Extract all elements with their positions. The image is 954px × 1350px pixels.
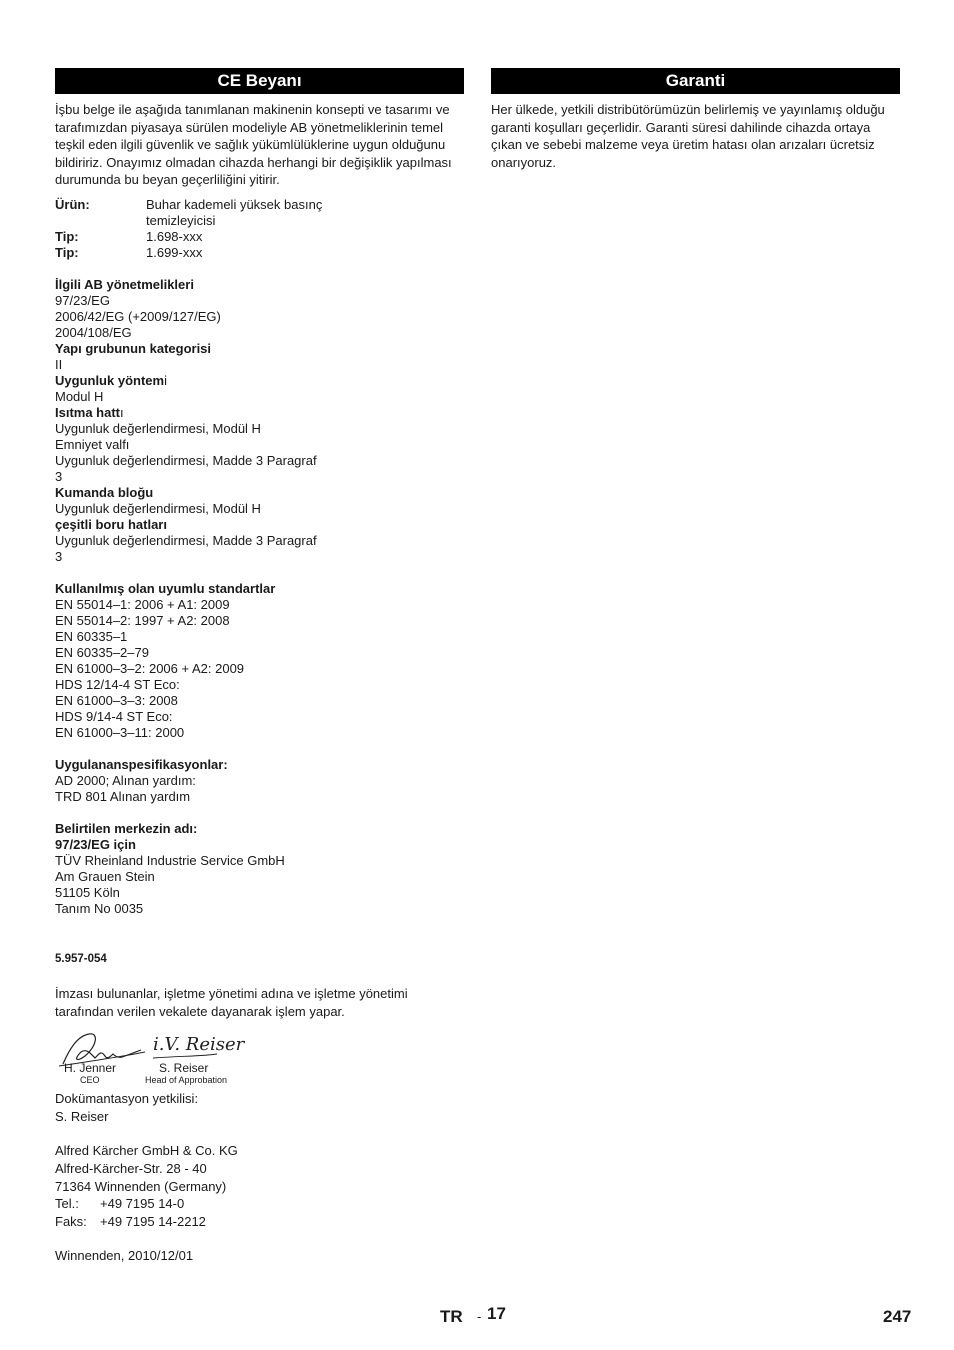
type-row-2: [55, 245, 464, 261]
notified-body-line: Am Grauen Stein: [55, 868, 155, 884]
control-value: Uygunluk değerlendirmesi, Modül H: [55, 500, 261, 516]
company-line: Alfred Kärcher GmbH & Co. KG: [55, 1143, 238, 1159]
control-heading: Kumanda bloğu: [55, 484, 154, 500]
company-line: Alfred-Kärcher-Str. 28 - 40: [55, 1160, 207, 1176]
product-label: Ürün:: [55, 196, 90, 212]
company-line: 71364 Winnenden (Germany): [55, 1178, 227, 1194]
spec-item: TRD 801 Alınan yardım: [55, 788, 191, 804]
type-value-1: 1.698-xxx: [146, 228, 203, 244]
tel-value: +49 7195 14-0: [100, 1196, 185, 1212]
fax-value: +49 7195 14-2212: [100, 1213, 206, 1229]
specs-heading: Uygulananspesifikasyonlar:: [55, 756, 228, 772]
signer1-name: H. Jenner: [64, 1061, 117, 1076]
doc-auth-label: Dokümantasyon yetkilisi:: [55, 1091, 199, 1107]
warranty-paragraph: Her ülkede, yetkili distribütörümüzün belirlemiş ve yayınlamış olduğu garanti koşulları geçerlidir. Garanti süresi dahilinde cihazda ortaya çıkan ve sebebi malzeme veya üretim hatası olan arızaları ücretsiz onarıyoruz.: [491, 102, 885, 170]
valve-value: Uygunluk değerlendirmesi, Madde 3 Paragraf 3: [55, 452, 317, 484]
method-heading-rest: i: [164, 372, 167, 388]
standards-heading: Kullanılmış olan uyumlu standartlar: [55, 580, 276, 596]
category-heading: Yapı grubunun kategorisi: [55, 340, 212, 356]
type-row-1: [55, 229, 464, 245]
standard-item: EN 55014–1: 2006 + A1: 2009: [55, 596, 230, 612]
standard-item: EN 61000–3–11: 2000: [55, 724, 185, 740]
pipes-heading: çeşitli boru hatları: [55, 516, 167, 532]
notified-body-line: Tanım No 0035: [55, 900, 144, 916]
heating-heading: [55, 405, 464, 421]
signature-statement: İmzası bulunanlar, işletme yönetimi adına ve işletme yönetimi tarafından verilen vekalete dayanarak işlem yapar.: [55, 985, 408, 1019]
valve-label: Emniyet valfı: [55, 436, 130, 452]
spec-item: AD 2000; Alınan yardım:: [55, 772, 196, 788]
type-value-2: 1.699-xxx: [146, 244, 203, 260]
signer2-role: Head of Approbation: [145, 1075, 228, 1086]
standard-item: EN 61000–3–2: 2006 + A2: 2009: [55, 660, 245, 676]
notified-body-line: TÜV Rheinland Industrie Service GmbH: [55, 852, 285, 868]
method-heading-bold: Uygunluk yöntem: [55, 372, 165, 388]
warranty-column: [491, 68, 900, 171]
heating-heading-bold: Isıtma hatt: [55, 404, 121, 420]
category-value: II: [55, 356, 63, 372]
signature-block: [55, 1026, 464, 1090]
warranty-section-title: Garanti: [491, 68, 900, 94]
directive-item: 2006/42/EG (+2009/127/EG): [55, 308, 221, 324]
footer-language: TR: [440, 1307, 463, 1326]
tel-label: Tel.:: [55, 1196, 79, 1212]
document-number: 5.957-054: [55, 952, 107, 965]
standard-item: EN 60335–1: [55, 628, 128, 644]
fax-label: Faks:: [55, 1213, 87, 1229]
directive-item: 97/23/EG: [55, 292, 110, 308]
method-value: Modul H: [55, 388, 104, 404]
notified-body-sub: 97/23/EG için: [55, 836, 136, 852]
footer-page-number: 247: [883, 1307, 912, 1326]
ce-declaration-column: [55, 68, 464, 1265]
tel-row: [55, 1195, 464, 1213]
signer2-name: S. Reiser: [159, 1061, 209, 1076]
notified-body-line: 51105 Köln: [55, 884, 120, 900]
method-heading: [55, 373, 464, 389]
footer-dash: -: [477, 1309, 482, 1324]
standard-item: EN 61000–3–3: 2008: [55, 692, 178, 708]
product-row: [55, 197, 464, 229]
footer-section-page: 17: [487, 1304, 506, 1323]
product-value: Buhar kademeli yüksek basınç temizleyicisi: [146, 196, 323, 228]
fax-row: [55, 1213, 464, 1231]
signer1-role: CEO: [80, 1075, 100, 1086]
signer2-handwriting: i.V. Reiser: [153, 1034, 245, 1056]
heating-heading-rest: ı: [120, 404, 124, 420]
standard-item: HDS 12/14-4 ST Eco:: [55, 676, 180, 692]
directives-heading: İlgili AB yönetmelikleri: [55, 276, 194, 292]
ce-section-title: CE Beyanı: [55, 68, 464, 94]
directive-item: 2004/108/EG: [55, 324, 132, 340]
heating-value: Uygunluk değerlendirmesi, Modül H: [55, 420, 261, 436]
doc-auth-name: S. Reiser: [55, 1108, 109, 1124]
type-label-2: Tip:: [55, 244, 79, 260]
notified-body-heading: Belirtilen merkezin adı:: [55, 820, 198, 836]
pipes-value: Uygunluk değerlendirmesi, Madde 3 Paragraf 3: [55, 532, 317, 564]
type-label-1: Tip:: [55, 228, 79, 244]
standard-item: HDS 9/14-4 ST Eco:: [55, 708, 173, 724]
ce-intro-paragraph: İşbu belge ile aşağıda tanımlanan makinenin konsepti ve tasarımı ve tarafımızdan piyasaya sürülen modeliyle AB yönetmeliklerinin temel teşkil eden ilgili güvenlik ve sağlık yükümlülüklerine uygun olduğunu bildiririz. Onayımız olmadan cihazda herhangi bir değişiklik yapılması durumunda bu beyan geçerliliğini yitirir.: [55, 102, 452, 188]
place-date: Winnenden, 2010/12/01: [55, 1248, 194, 1264]
standard-item: EN 55014–2: 1997 + A2: 2008: [55, 612, 230, 628]
standard-item: EN 60335–2–79: [55, 644, 149, 660]
